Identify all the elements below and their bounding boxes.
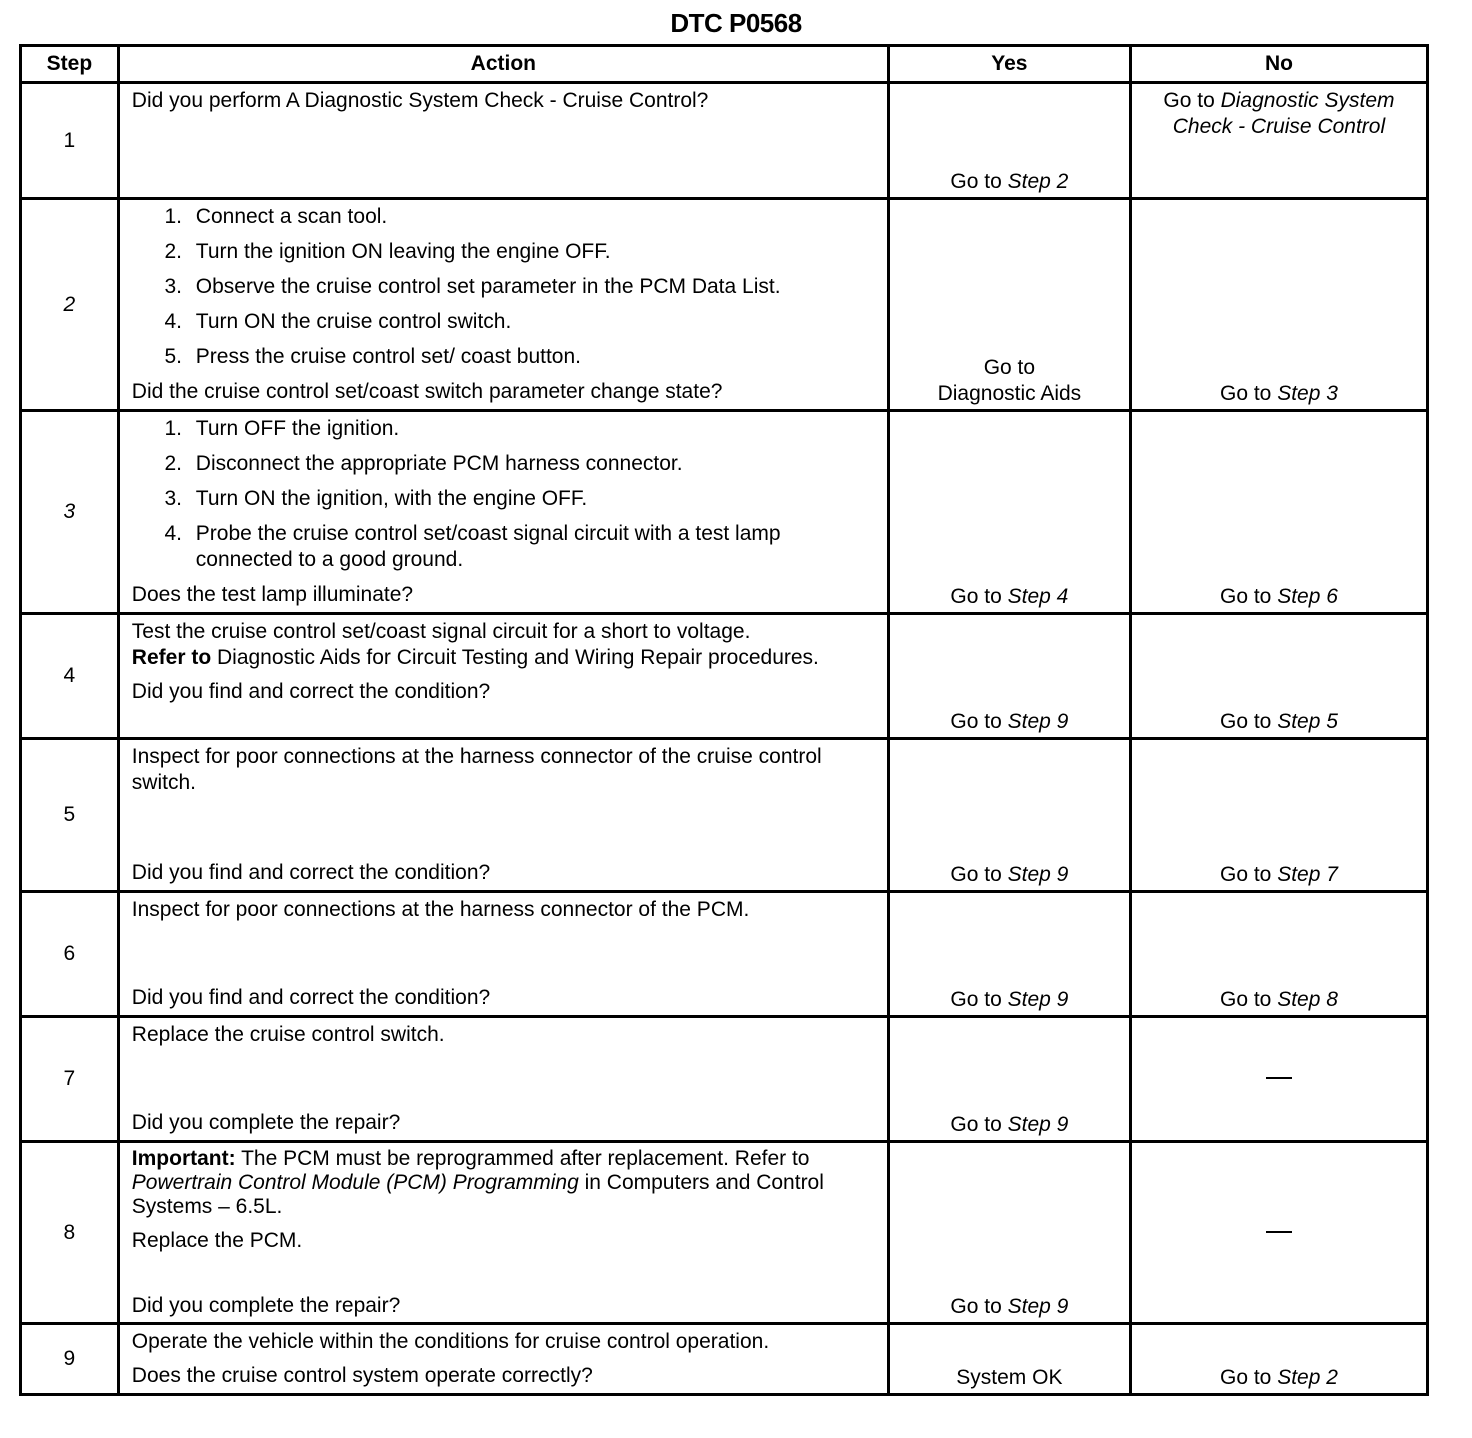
yes-cell: Go to Step 9 <box>888 1017 1130 1142</box>
action-cell <box>118 1017 888 1142</box>
header-no: No <box>1130 46 1427 83</box>
document-title: DTC P0568 <box>670 8 802 38</box>
step-number: 2 <box>21 199 119 411</box>
action-question: Did you complete the repair? <box>131 1294 401 1317</box>
table-row <box>21 1017 1428 1142</box>
step-number: 7 <box>21 1017 119 1142</box>
action-step: 4. Turn ON the cruise control switch. <box>188 309 877 335</box>
table-row <box>21 614 1428 739</box>
action-step: 3. Turn ON the ignition, with the engine OFF. <box>188 486 877 512</box>
header-step: Step <box>21 46 119 83</box>
refer-label: Refer to <box>131 646 212 669</box>
yes-cell: Go to Step 9 <box>888 614 1130 739</box>
pcm-programming-link[interactable]: Powertrain Control Module (PCM) Programming <box>131 1171 579 1194</box>
no-link[interactable]: Step 8 <box>1277 988 1338 1011</box>
no-cell: Go to Step 3 <box>1130 199 1427 411</box>
yes-cell: Go to Step 9 <box>888 892 1130 1017</box>
step-number: 5 <box>21 739 119 892</box>
action-step: 3. Observe the cruise control set parameter in the PCM Data List. <box>188 274 877 300</box>
action-step: 2. Disconnect the appropriate PCM harness connector. <box>188 451 877 477</box>
action-question: Does the cruise control system operate correctly? <box>131 1364 593 1387</box>
header-action: Action <box>118 46 888 83</box>
action-cell <box>118 739 888 892</box>
no-cell: Go to Step 6 <box>1130 411 1427 614</box>
no-cell: Go to Step 7 <box>1130 739 1427 892</box>
no-link[interactable]: Diagnostic System Check - Cruise Control <box>1172 89 1395 138</box>
yes-link[interactable]: Step 9 <box>1007 710 1069 733</box>
no-link[interactable]: Step 6 <box>1277 585 1338 608</box>
table-row <box>21 739 1428 892</box>
table-row <box>21 411 1428 614</box>
yes-link[interactable]: Step 9 <box>1007 1295 1069 1318</box>
action-question: Did you perform A Diagnostic System Check - Cruise Control? <box>131 89 709 112</box>
table-row <box>21 83 1428 199</box>
yes-link[interactable]: Step 9 <box>1007 863 1069 886</box>
yes-cell: Go to Step 4 <box>888 411 1130 614</box>
action-cell <box>118 83 888 199</box>
no-cell <box>1130 1017 1427 1142</box>
yes-cell <box>888 1324 1130 1395</box>
action-text: Inspect for poor connections at the harness connector of the PCM. <box>131 898 750 921</box>
yes-link[interactable]: Step 2 <box>1007 170 1069 193</box>
action-cell <box>118 199 888 411</box>
step-number: 8 <box>21 1142 119 1324</box>
action-text: Inspect for poor connections at the harness connector of the cruise control switch. <box>131 745 822 794</box>
action-steps-list <box>132 416 877 573</box>
action-step: 5. Press the cruise control set/ coast button. <box>188 344 877 370</box>
no-link[interactable]: Step 3 <box>1277 382 1338 405</box>
yes-result: System OK <box>956 1366 1063 1389</box>
no-link[interactable]: Step 2 <box>1277 1366 1338 1389</box>
yes-cell: Go to Diagnostic Aids <box>888 199 1130 411</box>
action-question: Did you find and correct the condition? <box>131 680 491 703</box>
diagnostic-table <box>19 44 1429 1396</box>
yes-cell: Go to Step 9 <box>888 739 1130 892</box>
action-steps-list <box>132 204 877 370</box>
action-text: Replace the cruise control switch. <box>131 1023 445 1046</box>
important-note: Important: The PCM must be reprogrammed after replacement. Refer to Powertrain Control Module (PCM) Programming in Computers and Control Systems – 6.5L. <box>131 1147 824 1218</box>
action-text: Operate the vehicle within the conditions for cruise control operation. <box>131 1330 770 1353</box>
important-label: Important: <box>131 1147 236 1170</box>
table-header-row <box>21 46 1428 83</box>
action-question: Did the cruise control set/coast switch parameter change state? <box>131 380 723 403</box>
not-applicable-dash <box>1266 1231 1292 1233</box>
step-number: 3 <box>21 411 119 614</box>
table-row <box>21 1142 1428 1324</box>
action-step: 1. Turn OFF the ignition. <box>188 416 877 442</box>
yes-link[interactable]: Step 9 <box>1007 988 1069 1011</box>
yes-cell: Go to Step 9 <box>888 1142 1130 1324</box>
action-step: 2. Turn the ignition ON leaving the engine OFF. <box>188 239 877 265</box>
action-step: 1. Connect a scan tool. <box>188 204 877 230</box>
no-link[interactable]: Step 7 <box>1277 863 1338 886</box>
no-link[interactable]: Step 5 <box>1277 710 1338 733</box>
table-row <box>21 1324 1428 1395</box>
action-cell <box>118 1142 888 1324</box>
action-cell <box>118 892 888 1017</box>
action-cell <box>118 411 888 614</box>
action-question: Did you find and correct the condition? <box>131 986 491 1009</box>
table-row <box>21 892 1428 1017</box>
step-number: 1 <box>21 83 119 199</box>
yes-link[interactable]: Step 4 <box>1007 585 1069 608</box>
no-cell: Go to Diagnostic System Check - Cruise Control <box>1130 83 1427 199</box>
action-cell <box>118 1324 888 1395</box>
step-number: 6 <box>21 892 119 1017</box>
action-cell <box>118 614 888 739</box>
action-text: Replace the PCM. <box>131 1229 303 1252</box>
action-text: Test the cruise control set/coast signal circuit for a short to voltage. <box>131 620 751 643</box>
not-applicable-dash <box>1266 1077 1292 1079</box>
header-yes: Yes <box>888 46 1130 83</box>
yes-cell: Go to Step 2 <box>888 83 1130 199</box>
no-cell: Go to Step 8 <box>1130 892 1427 1017</box>
step-number: 4 <box>21 614 119 739</box>
no-cell: Go to Step 5 <box>1130 614 1427 739</box>
action-question: Did you find and correct the condition? <box>131 861 491 884</box>
step-number: 9 <box>21 1324 119 1395</box>
yes-link[interactable]: Step 9 <box>1007 1113 1069 1136</box>
action-question: Did you complete the repair? <box>131 1111 401 1134</box>
action-step: 4. Probe the cruise control set/coast signal circuit with a test lamp connected to a good ground. <box>188 521 877 573</box>
yes-link[interactable]: Diagnostic Aids <box>937 382 1082 405</box>
table-row <box>21 199 1428 411</box>
no-cell: Go to Step 2 <box>1130 1324 1427 1395</box>
refer-text: Diagnostic Aids for Circuit Testing and Wiring Repair procedures. <box>211 646 819 669</box>
action-question: Does the test lamp illuminate? <box>131 583 414 606</box>
no-cell <box>1130 1142 1427 1324</box>
